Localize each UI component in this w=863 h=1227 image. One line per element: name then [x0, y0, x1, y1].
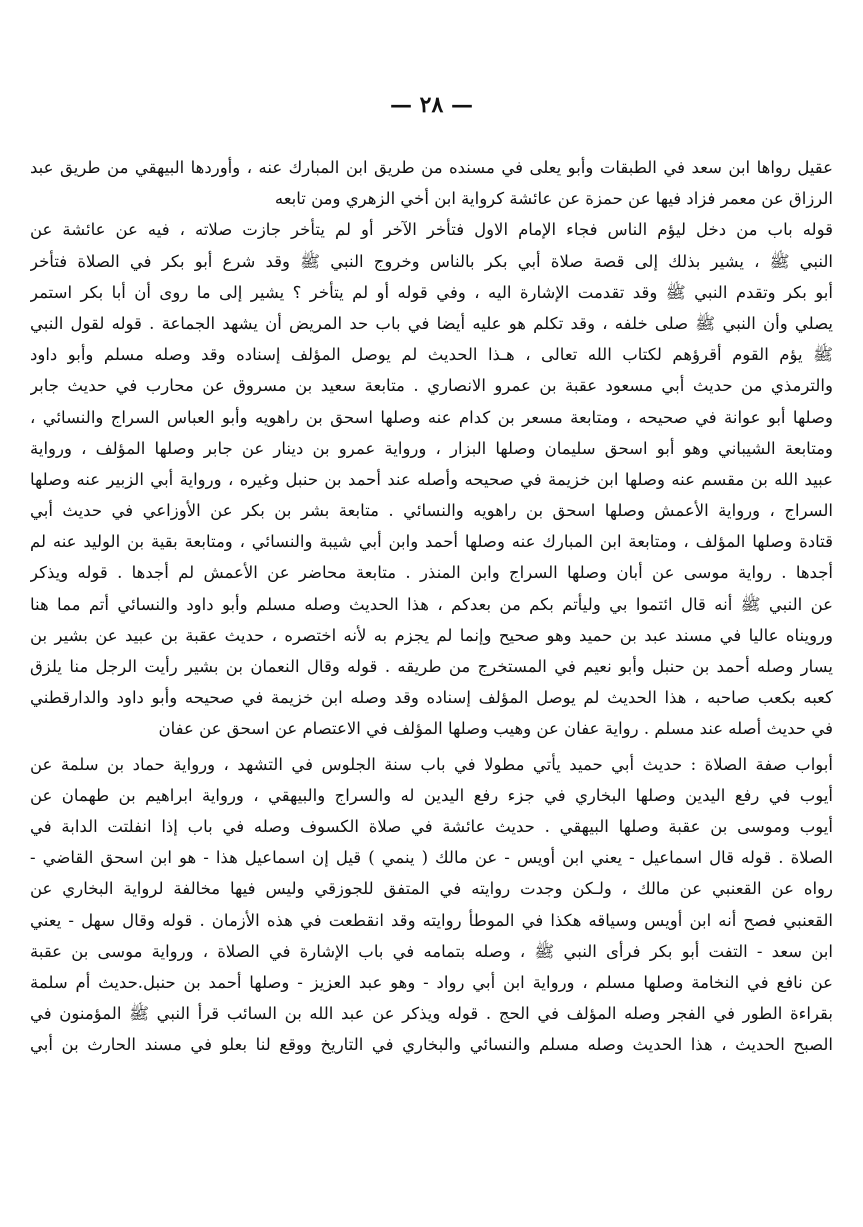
text-line: في حديث أصله عند مسلم . رواية عفان عن وهيب وصلها المؤلف في الاعتصام عن اسحق عن عفان [158, 719, 833, 739]
text-line: رواه عن القعنبي عن مالك ، ولـكن وجدت روايته في المتفق للجوزقي وليس فيها مخالفة لرواية البخاري عن [30, 879, 833, 899]
text-line: قتادة وصلها المؤلف ، ومتابعة ابن المبارك عنه وصلها أحمد وابن أبي شيبة والنسائي ، ومتابعة بقية بن الوليد عنه لم [30, 532, 833, 552]
text-line: عقيل رواها ابن سعد في الطبقات وأبو يعلى في مسنده من طريق ابن المبارك عنه ، وأوردها البيهقي من طريق عبد [30, 158, 833, 177]
text-line: النبي ﷺ ، يشير بذلك إلى قصة صلاة أبي بكر بالناس وخروج النبي ﷺ وقد شرع أبو بكر في الصلاة فتأخر [30, 251, 833, 271]
text-line: القعنبي فصح أنه ابن أويس وسياقه هكذا في الموطأ روايته وقد انقطعت في هذه الأزمان . قوله وقال سهل - يعني [30, 910, 833, 930]
text-line: يسار وصله أحمد بن حنبل وأبو نعيم في المستخرج من طريقه . قوله وقال النعمان بن بشير رأيت الرجل منا يلزق [30, 657, 833, 676]
text-line: ابن سعد - التفت أبو بكر فرأى النبي ﷺ ، وصله بتمامه في باب الإشارة في الصلاة ، ورواية موسى بن عقبة [30, 941, 833, 961]
text-line: الصلاة . قوله قال اسماعيل - يعني ابن أويس - عن مالك ( ينمي ) قيل إن اسماعيل هذا - هو ابن اسحق القاضي - [30, 848, 833, 868]
text-line: ورويناه عاليا في مسند عبد بن حميد وهو صحيح وإنما لم يجزم به لأنه اختصره ، حديث عقبة بن عبيد عن بشير بن [30, 625, 833, 645]
text-line: الرزاق عن معمر فزاد فيها عن حمزة عن عائشة كرواية ابن أخي الزهري ومن تابعه [274, 189, 833, 209]
text-line: عن النبي ﷺ أنه قال ائتموا بي وليأتم بكم من بعدكم ، هذا الحديث وصله مسلم وأبو داود والنسائي أتم مما هنا [30, 594, 833, 614]
text-line: السراج ، ورواية الأعمش وصلها اسحق بن راهويه والنسائي . متابعة بشر بن بكر عن الأوزاعي في حديث أبي [30, 501, 833, 521]
text-line: بقراءة الطور في الفجر وصله المؤلف في الحج . قوله ويذكر عن عبد الله بن السائب قرأ النبي ﷺ المؤمنون في [30, 1004, 833, 1024]
text-line: عبيد الله بن مقسم عنه وصلها ابن خزيمة في صحيحه وأصله عند أحمد بن حنبل وغيره ، ورواية أبي الزبير عنه وصلها [30, 469, 833, 489]
text-line: أبواب صفة الصلاة : حديث أبي حميد يأتي مطولا في باب سنة الجلوس في التشهد ، ورواية حماد بن سلمة عن [30, 754, 833, 774]
text-line: وصلها أبو عوانة في صحيحه ، ومتابعة مسعر بن كدام عنه وصلها اسحق بن راهويه وأبو العباس السراج والنسائي ، [30, 407, 833, 427]
text-line: أيوب وموسى بن عقبة وصلها البيهقي . حديث عائشة في صلاة الكسوف وصله في باب إذا انفلتت الدابة في [30, 816, 833, 836]
text-line: ومتابعة الشيباني وهو أبو اسحق سليمان وصلها البزار ، ورواية عمرو بن دينار عن جابر وصلها المؤلف ، ورواية [30, 438, 833, 458]
text-line: يصلي وأن النبي ﷺ صلى خلفه ، وقد تكلم هو عليه أيضا في باب حد المريض أن يشهد الجماعة . قوله لقول النبي [30, 313, 833, 333]
body-text [30, 152, 833, 1060]
text-line: أبو بكر وتقدم النبي ﷺ وقد تقدمت الإشارة اليه ، وفي قوله أو لم يتأخر ؟ يشير إلى ما روى أن أبا بكر استمر [30, 282, 833, 302]
text-line: والترمذي من حديث أبي مسعود عقبة بن عمرو الانصاري . متابعة سعيد بن مسروق عن محارب في حديث جابر [30, 376, 833, 396]
text-line: أيوب في رفع اليدين وصلها البخاري في جزء رفع اليدين له والسراج والبيهقي ، ورواية ابراهيم بن طهمان عن [30, 785, 833, 805]
text-line: ﷺ يؤم القوم أقرؤهم لكتاب الله تعالى ، هـذا الحديث لم يوصل المؤلف إسناده وقد وصله مسلم وأبو داود [30, 345, 833, 365]
page-number: — ٢٨ — [390, 92, 473, 118]
text-line: الصبح الحديث ، هذا الحديث وصله مسلم والنسائي والبخاري في التاريخ ووقع لنا بعلو في مسند الحارث بن أبي [30, 1035, 833, 1055]
text-line: قوله باب من دخل ليؤم الناس فجاء الإمام الاول فتأخر الآخر أو لم يتأخر جازت صلاته ، فيه عن عائشة عن [30, 220, 833, 240]
text-line: أجدها . رواية موسى عن أبان وصلها السراج وابن المنذر . متابعة محاضر عن الأعمش لم أجدها . قوله ويذكر [30, 563, 833, 583]
text-line: عن نافع في النخامة وصلها مسلم ، ورواية ابن أبي رواد - وهو عبد العزيز - وصلها أحمد بن حنبل.حديث أم سلمة [30, 972, 833, 992]
text-line: كعبه بكعب صاحبه ، هذا الحديث لم يوصل المؤلف إسناده وقد وصله ابن خزيمة في صحيحه وأبو داود والدارقطني [30, 688, 833, 708]
